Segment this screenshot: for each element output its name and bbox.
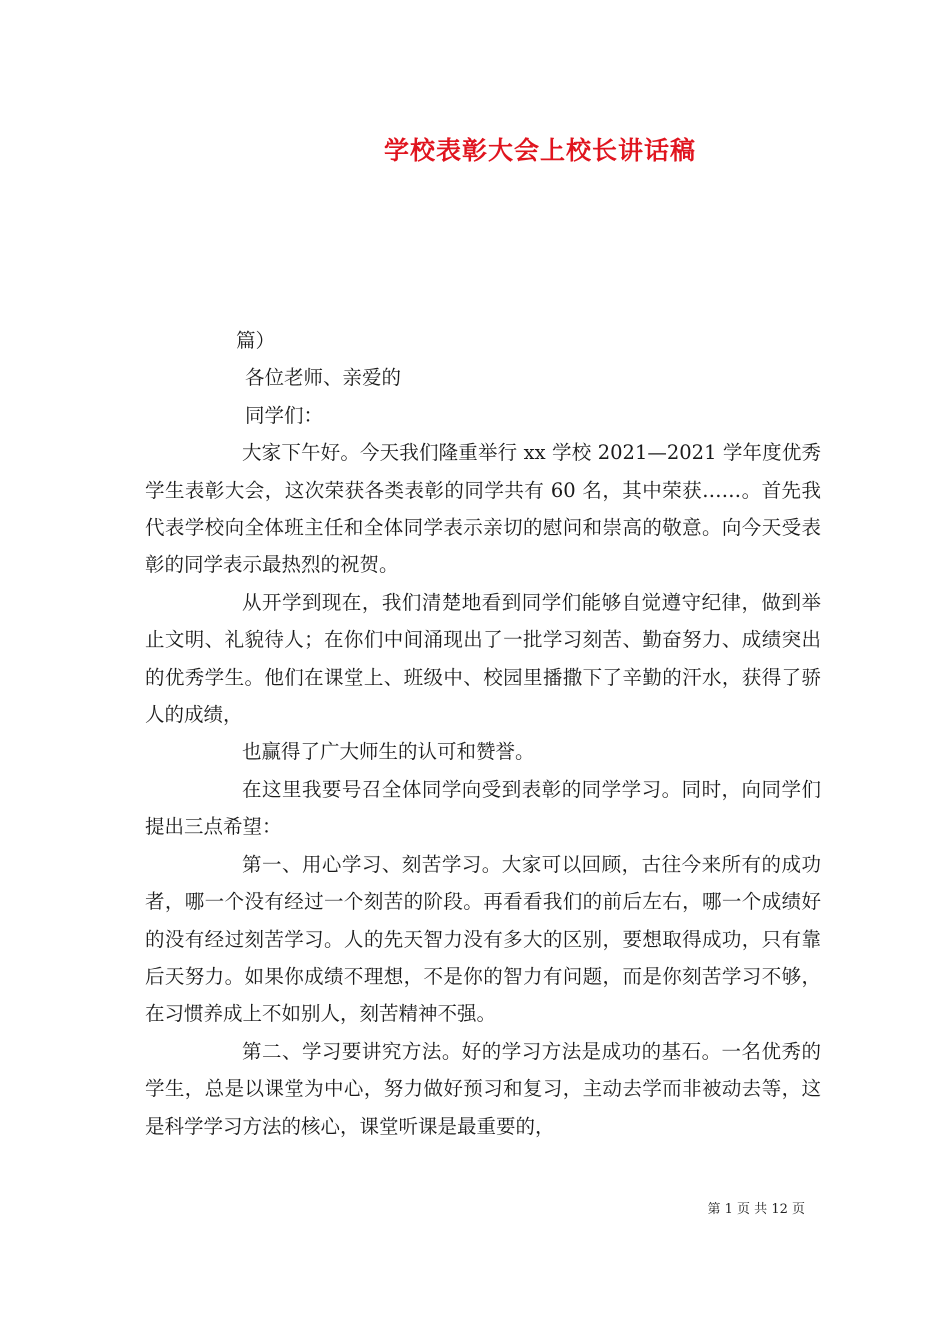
salutation-line-2: 同学们：	[245, 403, 324, 427]
salutation-line-1: 各位老师、亲爱的	[245, 366, 402, 390]
document-title: 学校表彰大会上校长讲话稿	[383, 136, 696, 165]
paragraph-recognition: 也赢得了广大师生的认可和赞誉。	[242, 740, 535, 764]
paragraph-call-to-learn: 在这里我要号召全体同学向受到表彰的同学学习。同时，向同学们提出三点希望：	[145, 777, 821, 839]
paragraph-fragment: 篇）	[236, 329, 276, 352]
paragraph-achievements: 从开学到现在，我们清楚地看到同学们能够自觉遵守纪律，做到举止文明、礼貌待人；在你们中间涌现出了一批学习刻苦、勤奋努力、成绩突出的优秀学生。他们在课堂上、班级中、校园里播撒下了辛勤的汗水，获得了骄人的成绩，	[145, 590, 821, 727]
document-body	[145, 322, 821, 1145]
paragraph-greeting: 大家下午好。今天我们隆重举行 xx 学校 2021—2021 学年度优秀学生表彰大会，这次荣获各类表彰的同学共有 60 名，其中荣获……。首先我代表学校向全体班主任和全体同学表示亲切的慰问和崇高的敬意。向今天受表彰的同学表示最热烈的祝贺。	[145, 441, 821, 577]
paragraph-hope-two: 第二、学习要讲究方法。好的学习方法是成功的基石。一名优秀的学生，总是以课堂为中心，努力做好预习和复习，主动去学而非被动去等，这是科学学习方法的核心，课堂听课是最重要的，	[145, 1039, 821, 1138]
page-number: 第 1 页 共 12 页	[707, 1202, 805, 1217]
paragraph-hope-one: 第一、用心学习、刻苦学习。大家可以回顾，古往今来所有的成功者，哪一个没有经过一个刻苦的阶段。再看看我们的前后左右，哪一个成绩好的没有经过刻苦学习。人的先天智力没有多大的区别，要想取得成功，只有靠后天努力。如果你成绩不理想，不是你的智力有问题，而是你刻苦学习不够，在习惯养成上不如别人，刻苦精神不强。	[145, 852, 821, 1026]
